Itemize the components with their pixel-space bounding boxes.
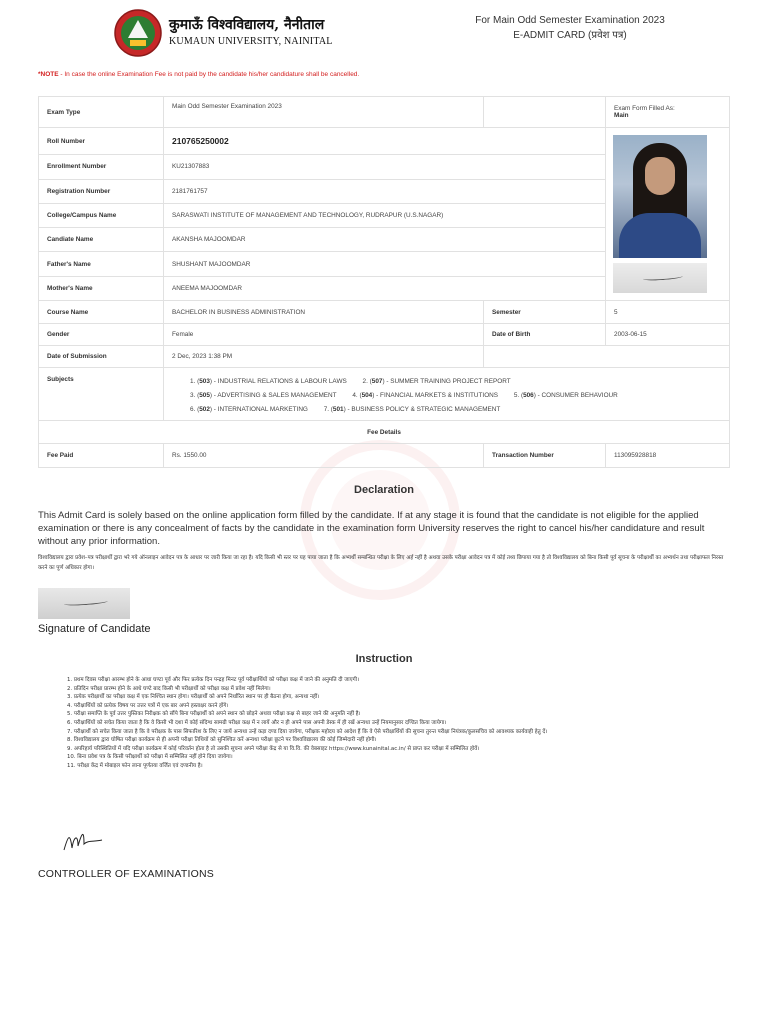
- signature-label: Signature of Candidate: [38, 623, 151, 635]
- photo-cell: [606, 128, 730, 301]
- declaration-title: Declaration: [354, 484, 414, 496]
- subject-item: 4. (504) - FINANCIAL MARKETS & INSTITUTIONS: [352, 391, 499, 399]
- declaration-hindi: विश्वविद्यालय द्वारा प्रवेश–पत्र परीक्षार्थी द्वारा भरे गये ऑनलाइन आवेदन पत्र के आधार पर जारी किया जा रहा है। यदि किसी भी स्तर पर यह पाया जाता है कि अभ्यर्थी सम्बन्धित परीक्षा के लिए अर्ह नहीं है अथवा उसके परीक्षा आवेदन पत्र में कोई तथ्य छिपाया गया है तो विश्वविद्यालय को बिना किसी पूर्व सूचना के परीक्षार्थी का अभ्यर्थन तथा परीक्षाफल निरस्त करने का पूर्ण अधिकार होगा।: [38, 555, 724, 571]
- exam-form-cell: [606, 97, 730, 128]
- subjects-list: [164, 368, 730, 421]
- roll-value: 210765250002: [164, 128, 606, 155]
- header-right: [450, 13, 690, 43]
- subject-item: 1. (503) - INDUSTRIAL RELATIONS & LABOUR LAWS: [190, 377, 347, 385]
- transaction-value: 113095928818: [606, 444, 730, 468]
- instruction-item: 9. अपरिहार्य परिस्थितियों में यदि परीक्षा कार्यक्रम में कोई परिवर्तन होता है तो उसकी सूचना अपने परीक्षा केंद्र से या वि.वि. की वेबसाइट https://www.kunainital.ac.in/ से प्राप्त कर परीक्षा में सम्मिलित होवें।: [67, 745, 480, 752]
- instruction-item: 4. परीक्षार्थियों को प्रत्येक विषय पर उत्तर पत्रों में एक बार अपने हस्ताक्षर करने होंगे।: [67, 702, 229, 709]
- instruction-item: 2. प्रतिदिन परीक्षा प्रारम्भ होने के आधे घण्टे बाद किसी भी परीक्षार्थी को परीक्षा कक्ष में प्रवेश नहीं मिलेगा।: [67, 685, 271, 692]
- instruction-item: 10. बिना प्रवेश पत्र के किसी परीक्षार्थी को परीक्षा में सम्मिलित नहीं होने दिया जायेगा।: [67, 754, 233, 761]
- instruction-item: 5. परीक्षा समाप्ति के पूर्व उत्तर पुस्तिका निरीक्षक को सौंपे बिना परीक्षार्थी को अपने स्थान को छोड़ने अथवा परीक्षा कक्ष से बाहर जाने की अनुमति नहीं है।: [67, 711, 361, 718]
- instruction-item: 3. प्रत्येक परीक्षार्थी का परीक्षा कक्ष में एक निश्चित स्थान होगा। परीक्षार्थी को अपने निर्धारित स्थान पर ही बैठना होगा, अन्यथा नहीं।: [67, 694, 320, 701]
- row-fee-paid: [39, 444, 730, 468]
- transaction-label: Transaction Number: [484, 444, 606, 468]
- instruction-item: 7. परीक्षार्थी को सचेत किया जाता है कि वे परीक्षक के पास सिफारिश के लिए न जायें अन्यथा उन्हें कड़ा दण्ड दिया जायेगा, परीक्षक महोदय को आदेश हैं कि वे ऐसे परीक्षार्थियों की सूचना तुरन्त परीक्षा नियंत्रक/कुलसचिव को आवश्यक कार्यवाही हेतु दें।: [67, 728, 548, 735]
- college-label: College/Campus Name: [39, 203, 164, 227]
- fee-paid-value: Rs. 1550.00: [164, 444, 484, 468]
- gender-label: Gender: [39, 324, 164, 346]
- row-gender: [39, 324, 730, 346]
- fee-paid-label: Fee Paid: [39, 444, 164, 468]
- father-name-label: Father's Name: [39, 252, 164, 276]
- exam-form-value: Main: [614, 112, 629, 119]
- instruction-title: Instruction: [355, 653, 413, 665]
- note-text: - In case the online Examination Fee is not paid by the candidate his/her candidature shall be cancelled.: [58, 71, 360, 78]
- instruction-item: 8. विश्वविद्यालय द्वारा घोषित परीक्षा कार्यक्रम से ही अपनी परीक्षा तिथियों को सुनिश्चित करें अन्यथा परीक्षा छूटने पर विश्वविद्यालय की कोई जिम्मेदारी नहीं होगी।: [67, 737, 377, 744]
- admit-card-title: E-ADMIT CARD (प्रवेश पत्र): [513, 30, 627, 41]
- candidate-signature: [38, 588, 130, 619]
- controller-signature: [60, 826, 110, 856]
- semester-label: Semester: [484, 301, 606, 324]
- candidate-name-value: AKANSHA MAJOOMDAR: [164, 228, 606, 252]
- exam-form-label: Exam Form Filled As:: [614, 105, 675, 112]
- subjects-line-1: [190, 375, 721, 389]
- row-roll: [39, 128, 730, 155]
- controller-label: CONTROLLER OF EXAMINATIONS: [38, 868, 214, 880]
- candidate-signature-thumb: [613, 263, 707, 293]
- college-value: SARASWATI INSTITUTE OF MANAGEMENT AND TECHNOLOGY, RUDRAPUR (U.S.NAGAR): [164, 203, 606, 227]
- mother-name-label: Mother's Name: [39, 276, 164, 300]
- declaration-english: This Admit Card is solely based on the online application form filled by the candidate. If at any stage it is found that the candidate is not eligible for the applied examination or there is any concealment of facts by the candidate in the examination form University reserves the right to cancel his/her candidature and result without any prior information.: [38, 510, 705, 547]
- subjects-line-2: [190, 389, 721, 403]
- subject-item: 7. (501) - BUSINESS POLICY & STRATEGIC MANAGEMENT: [323, 405, 501, 413]
- enrollment-value: KU21307883: [164, 155, 606, 179]
- subject-item: 2. (507) - SUMMER TRAINING PROJECT REPORT: [362, 377, 511, 385]
- candidate-photo: [613, 135, 707, 258]
- university-logo: [114, 8, 162, 58]
- instruction-item: 1. प्रथम दिवस परीक्षा आरम्भ होने के आधा घण्टा पूर्व और फिर प्रत्येक दिन पन्द्रह मिनट पूर्व परीक्षार्थियों को परीक्षा कक्ष में जाने की अनुमति दी जाएगी।: [67, 677, 360, 683]
- note-prefix: *NOTE: [38, 71, 59, 78]
- fee-note: [38, 71, 359, 78]
- empty-cell: [484, 97, 606, 128]
- registration-value: 2181761757: [164, 179, 606, 203]
- candidate-info-table: [38, 96, 729, 468]
- subjects-line-3: [190, 403, 721, 417]
- submission-value: 2 Dec, 2023 1:38 PM: [164, 346, 484, 368]
- university-name-hindi: कुमाऊँ विश्वविद्यालय, नैनीताल: [169, 17, 325, 33]
- university-name-english: KUMAUN UNIVERSITY, NAINITAL: [169, 36, 333, 47]
- dob-value: 2003-06-15: [606, 324, 730, 346]
- instruction-list: [67, 676, 731, 771]
- row-submission: [39, 346, 730, 368]
- dob-label: Date of Birth: [484, 324, 606, 346]
- row-course: [39, 301, 730, 324]
- mother-name-value: ANEEMA MAJOOMDAR: [164, 276, 606, 300]
- candidate-name-label: Candiate Name: [39, 228, 164, 252]
- row-fee-details: [39, 421, 730, 444]
- row-exam-type: [39, 97, 730, 128]
- submission-label: Date of Submission: [39, 346, 164, 368]
- row-subjects: [39, 368, 730, 421]
- gender-value: Female: [164, 324, 484, 346]
- exam-heading: For Main Odd Semester Examination 2023: [475, 15, 665, 26]
- semester-value: 5: [606, 301, 730, 324]
- exam-type-value: Main Odd Semester Examination 2023: [164, 97, 484, 128]
- subject-item: 6. (502) - INTERNATIONAL MARKETING: [190, 405, 308, 413]
- exam-type-label: Exam Type: [39, 97, 164, 128]
- course-value: BACHELOR IN BUSINESS ADMINISTRATION: [164, 301, 484, 324]
- enrollment-label: Enrollment Number: [39, 155, 164, 179]
- instruction-item: 6. परीक्षार्थियों को सचेत किया जाता है कि वे किसी भी दशा में कोई संदिग्ध सामग्री परीक्षा कक्ष में न लायें और न ही अपने पास अपनी डेस्क में ही रखें अन्यथा उन्हें नियमानुसार दण्डित किया जायेगा।: [67, 719, 447, 726]
- father-name-value: SHUSHANT MAJOOMDAR: [164, 252, 606, 276]
- subject-item: 5. (506) - CONSUMER BEHAVIOUR: [513, 391, 618, 399]
- registration-label: Registration Number: [39, 179, 164, 203]
- subjects-label: Subjects: [39, 368, 164, 421]
- course-label: Course Name: [39, 301, 164, 324]
- empty-cell: [484, 346, 730, 368]
- instruction-item: 11. परीक्षा केंद्र में मोबाइल फोन लाना पूर्णतया वर्जित एवं दण्डनीय है।: [67, 762, 203, 769]
- fee-details-label: Fee Details: [39, 421, 730, 444]
- roll-label: Roll Number: [39, 128, 164, 155]
- subject-item: 3. (505) - ADVERTISING & SALES MANAGEMENT: [190, 391, 337, 399]
